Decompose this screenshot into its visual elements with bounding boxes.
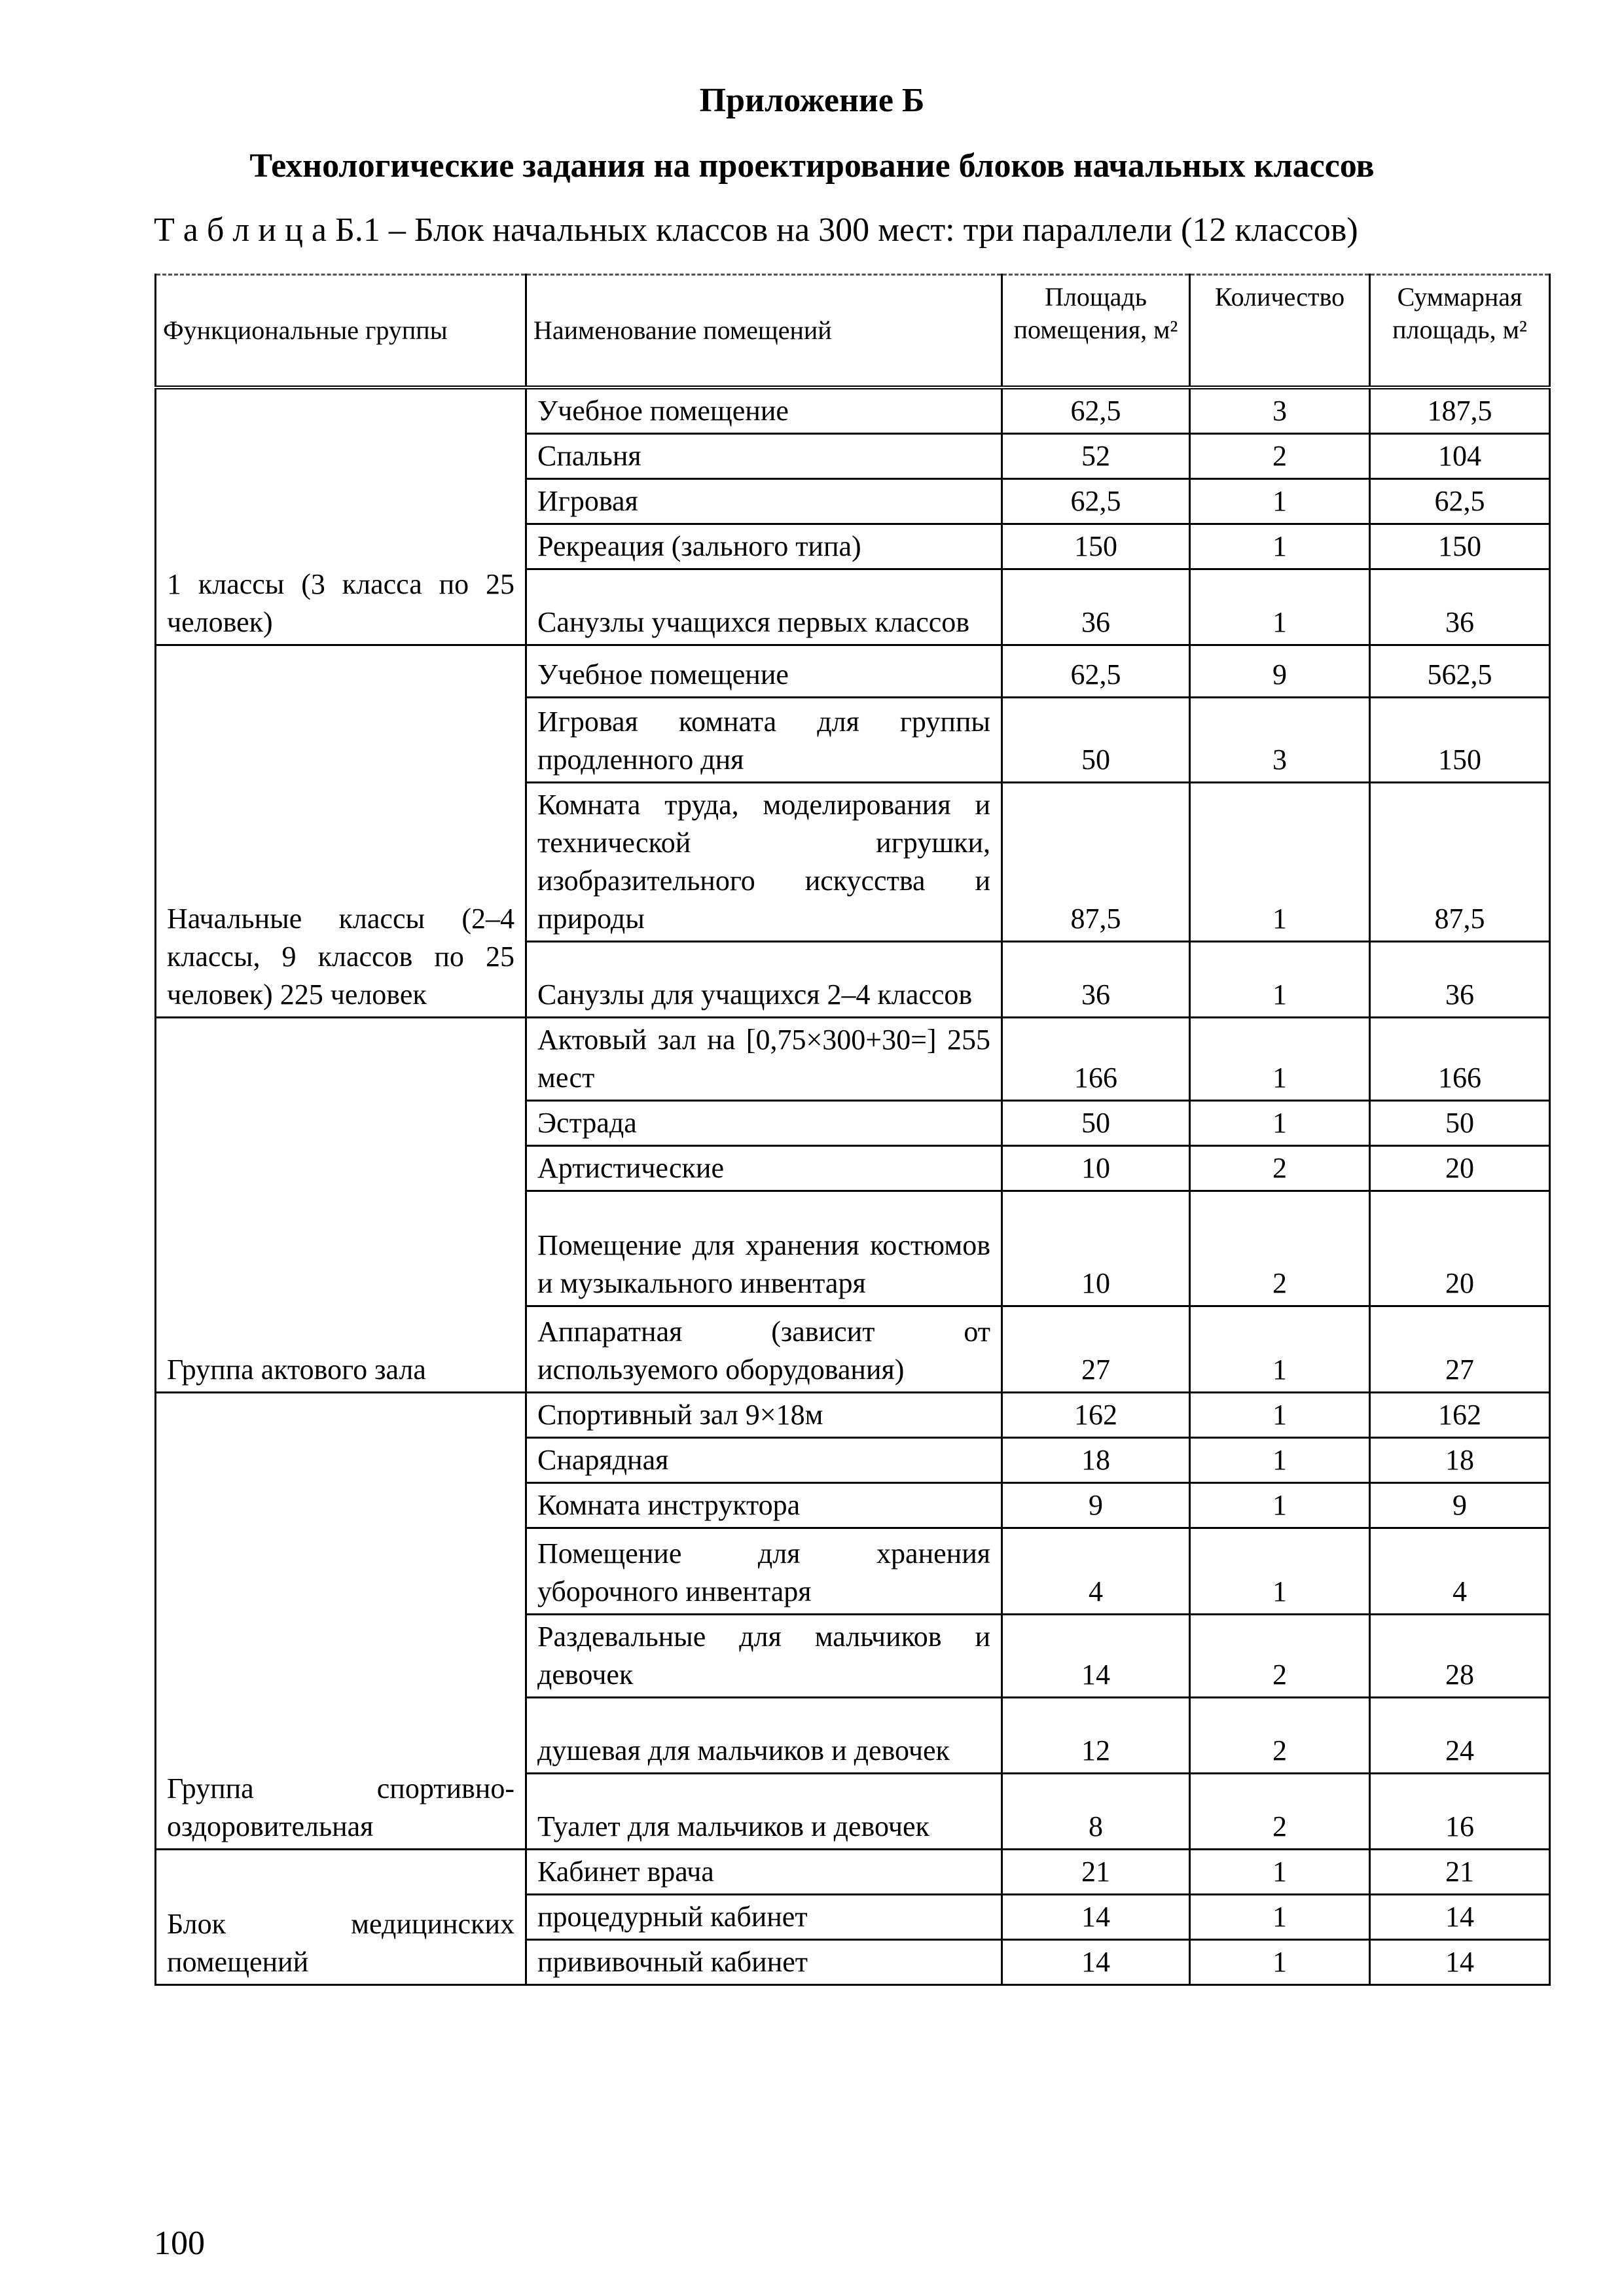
room-name-cell: Помещение для хранения костюмов и музыкального инвентаря (526, 1191, 1002, 1306)
room-total-cell: 150 (1370, 698, 1550, 783)
room-name-cell: прививочный кабинет (526, 1940, 1002, 1985)
room-count-cell: 1 (1190, 524, 1370, 569)
header-total: Суммарная площадь, м² (1370, 275, 1550, 388)
room-name-cell: Учебное помещение (526, 645, 1002, 698)
room-total-cell: 50 (1370, 1101, 1550, 1146)
room-total-cell: 9 (1370, 1483, 1550, 1528)
table-row (156, 1018, 1550, 1101)
room-area-cell: 14 (1002, 1940, 1190, 1985)
room-total-cell: 36 (1370, 942, 1550, 1018)
room-area-cell: 162 (1002, 1393, 1190, 1438)
room-count-cell: 3 (1190, 698, 1370, 783)
rooms-table-container (154, 274, 1549, 1986)
room-count-cell: 1 (1190, 1018, 1370, 1101)
room-count-cell: 2 (1190, 1146, 1370, 1191)
room-count-cell: 1 (1190, 1438, 1370, 1483)
room-name-cell: процедурный кабинет (526, 1895, 1002, 1940)
room-area-cell: 4 (1002, 1528, 1190, 1615)
room-area-cell: 27 (1002, 1306, 1190, 1393)
table-row (156, 387, 1550, 434)
room-name-cell: Кабинет врача (526, 1850, 1002, 1895)
room-count-cell: 1 (1190, 569, 1370, 645)
room-count-cell: 1 (1190, 1940, 1370, 1985)
room-area-cell: 50 (1002, 698, 1190, 783)
room-total-cell: 20 (1370, 1191, 1550, 1306)
room-total-cell: 27 (1370, 1306, 1550, 1393)
room-name-cell: Игровая (526, 479, 1002, 524)
room-total-cell: 62,5 (1370, 479, 1550, 524)
header-room: Наименование помещений (526, 275, 1002, 388)
room-count-cell: 1 (1190, 1895, 1370, 1940)
room-name-cell: Актовый зал на [0,75×300+30=] 255 мест (526, 1018, 1002, 1101)
room-total-cell: 150 (1370, 524, 1550, 569)
room-count-cell: 1 (1190, 783, 1370, 942)
header-count: Количество (1190, 275, 1370, 388)
room-area-cell: 36 (1002, 942, 1190, 1018)
room-count-cell: 2 (1190, 1698, 1370, 1774)
room-area-cell: 12 (1002, 1698, 1190, 1774)
room-area-cell: 21 (1002, 1850, 1190, 1895)
rooms-table (154, 274, 1551, 1986)
room-count-cell: 2 (1190, 1615, 1370, 1698)
room-area-cell: 62,5 (1002, 387, 1190, 434)
room-name-cell: Рекреация (зального типа) (526, 524, 1002, 569)
room-total-cell: 166 (1370, 1018, 1550, 1101)
page-number: 100 (154, 2225, 205, 2262)
room-count-cell: 1 (1190, 1393, 1370, 1438)
room-total-cell: 36 (1370, 569, 1550, 645)
room-area-cell: 14 (1002, 1615, 1190, 1698)
functional-group-cell: 1 классы (3 класса по 25 человек) (156, 387, 526, 645)
room-total-cell: 24 (1370, 1698, 1550, 1774)
room-name-cell: душевая для мальчиков и девочек (526, 1698, 1002, 1774)
room-area-cell: 10 (1002, 1191, 1190, 1306)
room-area-cell: 10 (1002, 1146, 1190, 1191)
room-name-cell: Комната инструктора (526, 1483, 1002, 1528)
room-total-cell: 16 (1370, 1774, 1550, 1850)
room-total-cell: 87,5 (1370, 783, 1550, 942)
room-area-cell: 62,5 (1002, 645, 1190, 698)
room-name-cell: Учебное помещение (526, 387, 1002, 434)
room-name-cell: Спальня (526, 434, 1002, 479)
room-name-cell: Помещение для хранения уборочного инвентаря (526, 1528, 1002, 1615)
room-total-cell: 187,5 (1370, 387, 1550, 434)
room-count-cell: 1 (1190, 1101, 1370, 1146)
table-caption: Т а б л и ц а Б.1 – Блок начальных классов на 300 мест: три параллели (12 классов) (154, 211, 1358, 249)
room-name-cell: Аппаратная (зависит от используемого оборудования) (526, 1306, 1002, 1393)
room-area-cell: 62,5 (1002, 479, 1190, 524)
room-total-cell: 21 (1370, 1850, 1550, 1895)
room-area-cell: 18 (1002, 1438, 1190, 1483)
room-name-cell: Эстрада (526, 1101, 1002, 1146)
table-row (156, 1393, 1550, 1438)
functional-group-cell: Начальные классы (2–4 классы, 9 классов по 25 человек) 225 человек (156, 645, 526, 1018)
room-name-cell: Раздевальные для мальчиков и девочек (526, 1615, 1002, 1698)
room-count-cell: 2 (1190, 434, 1370, 479)
room-count-cell: 2 (1190, 1774, 1370, 1850)
room-area-cell: 52 (1002, 434, 1190, 479)
room-count-cell: 9 (1190, 645, 1370, 698)
room-name-cell: Санузлы учащихся первых классов (526, 569, 1002, 645)
room-area-cell: 50 (1002, 1101, 1190, 1146)
functional-group-cell: Группа спортивно-оздоровительная (156, 1393, 526, 1850)
table-row (156, 1850, 1550, 1895)
room-name-cell: Игровая комната для группы продленного дня (526, 698, 1002, 783)
functional-group-cell: Группа актового зала (156, 1018, 526, 1393)
room-total-cell: 162 (1370, 1393, 1550, 1438)
appendix-title: Приложение Б (699, 82, 925, 119)
room-area-cell: 150 (1002, 524, 1190, 569)
room-name-cell: Артистические (526, 1146, 1002, 1191)
room-total-cell: 20 (1370, 1146, 1550, 1191)
room-total-cell: 14 (1370, 1895, 1550, 1940)
room-total-cell: 104 (1370, 434, 1550, 479)
room-name-cell: Спортивный зал 9×18м (526, 1393, 1002, 1438)
room-area-cell: 36 (1002, 569, 1190, 645)
room-count-cell: 1 (1190, 479, 1370, 524)
room-total-cell: 562,5 (1370, 645, 1550, 698)
room-count-cell: 1 (1190, 1306, 1370, 1393)
room-total-cell: 28 (1370, 1615, 1550, 1698)
room-area-cell: 87,5 (1002, 783, 1190, 942)
room-area-cell: 14 (1002, 1895, 1190, 1940)
table-row (156, 645, 1550, 698)
header-area: Площадь помещения, м² (1002, 275, 1190, 388)
room-count-cell: 1 (1190, 1850, 1370, 1895)
room-total-cell: 4 (1370, 1528, 1550, 1615)
room-count-cell: 1 (1190, 942, 1370, 1018)
table-body (156, 387, 1550, 1985)
appendix-subtitle: Технологические задания на проектирование блоков начальных классов (249, 147, 1375, 185)
room-count-cell: 1 (1190, 1483, 1370, 1528)
room-area-cell: 9 (1002, 1483, 1190, 1528)
header-group: Функциональные группы (156, 275, 526, 388)
room-name-cell: Туалет для мальчиков и девочек (526, 1774, 1002, 1850)
room-name-cell: Снарядная (526, 1438, 1002, 1483)
room-name-cell: Комната труда, моделирования и технической игрушки, изобразительного искусства и природы (526, 783, 1002, 942)
room-area-cell: 166 (1002, 1018, 1190, 1101)
room-count-cell: 3 (1190, 387, 1370, 434)
room-count-cell: 1 (1190, 1528, 1370, 1615)
room-name-cell: Санузлы для учащихся 2–4 классов (526, 942, 1002, 1018)
room-count-cell: 2 (1190, 1191, 1370, 1306)
room-total-cell: 14 (1370, 1940, 1550, 1985)
room-area-cell: 8 (1002, 1774, 1190, 1850)
functional-group-cell: Блок медицинских помещений (156, 1850, 526, 1985)
table-header-row (156, 275, 1550, 388)
room-total-cell: 18 (1370, 1438, 1550, 1483)
